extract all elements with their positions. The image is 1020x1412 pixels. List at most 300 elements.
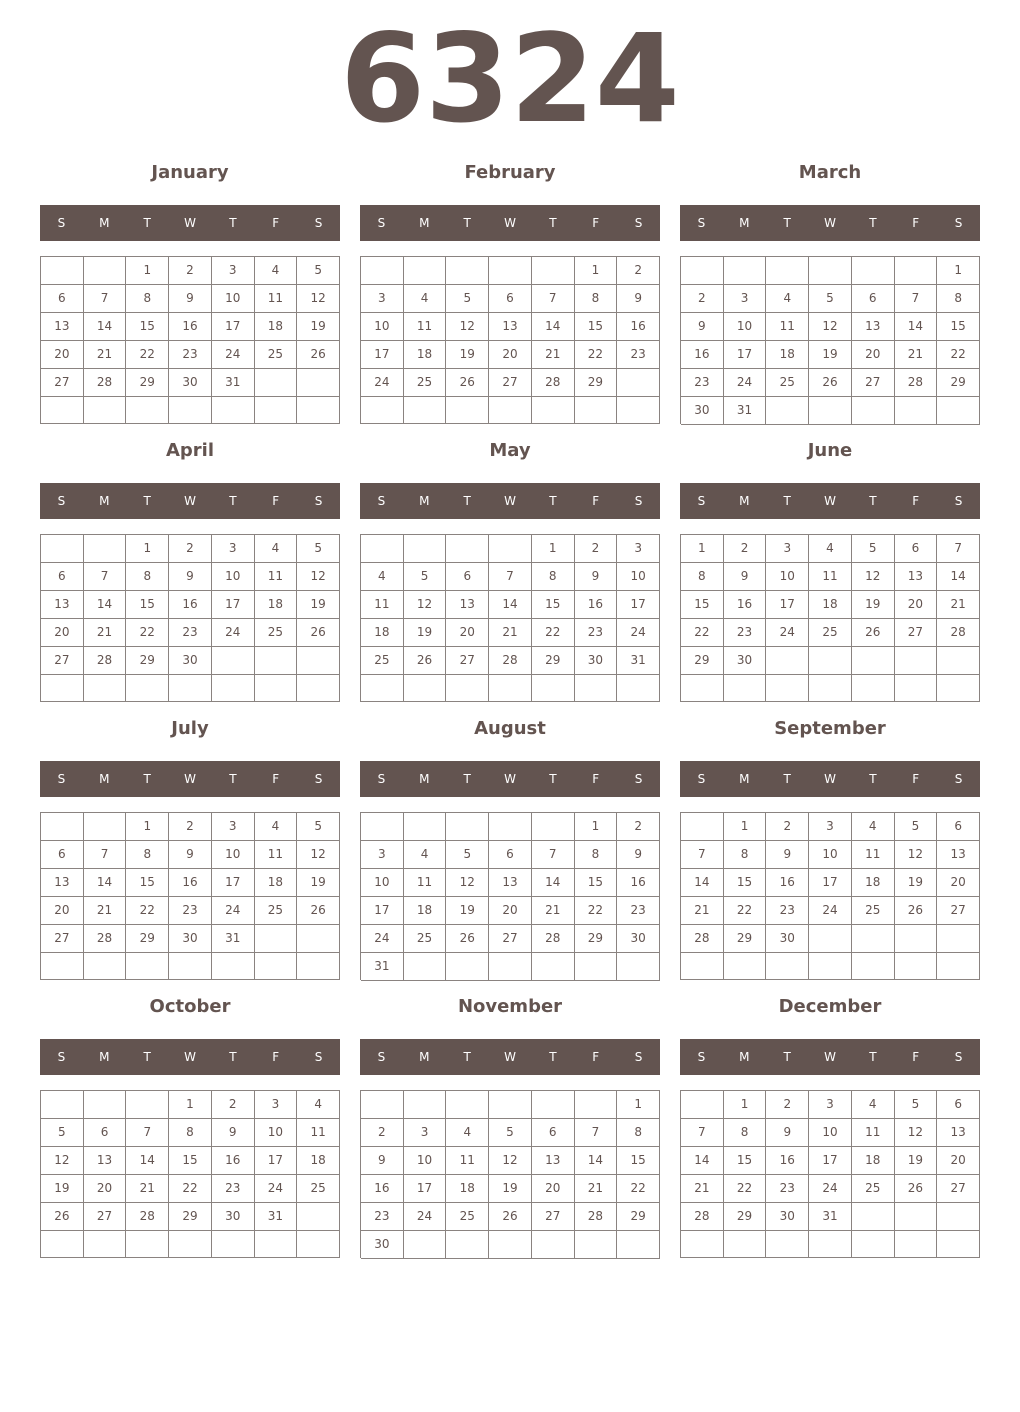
empty-cell [852, 397, 895, 425]
day-grid [680, 812, 980, 980]
day-cell: 27 [489, 925, 532, 953]
weekday-label: F [592, 1050, 600, 1064]
empty-cell [41, 1231, 84, 1258]
empty-cell [297, 397, 340, 424]
day-cell: 9 [617, 285, 660, 313]
day-cell: 8 [724, 841, 767, 869]
empty-cell [446, 1091, 489, 1119]
day-cell: 4 [852, 813, 895, 841]
day-cell: 7 [84, 285, 127, 313]
day-cell: 24 [809, 897, 852, 925]
day-cell: 18 [297, 1147, 340, 1175]
empty-cell [852, 925, 895, 953]
empty-cell [41, 397, 84, 424]
empty-cell [617, 953, 660, 981]
empty-cell [361, 397, 404, 424]
day-cell: 21 [895, 341, 938, 369]
day-cell: 12 [852, 563, 895, 591]
day-cell: 14 [532, 869, 575, 897]
day-cell: 15 [681, 591, 724, 619]
day-cell: 1 [937, 257, 980, 285]
day-cell: 28 [937, 619, 980, 647]
month-name: July [171, 718, 209, 739]
empty-cell [126, 953, 169, 980]
day-cell: 21 [126, 1175, 169, 1203]
day-cell: 3 [212, 535, 255, 563]
day-cell: 27 [937, 1175, 980, 1203]
day-cell: 4 [404, 841, 447, 869]
weekday-label: T [229, 1050, 237, 1064]
day-cell: 19 [852, 591, 895, 619]
day-cell: 5 [809, 285, 852, 313]
empty-cell [937, 397, 980, 425]
day-cell: 22 [169, 1175, 212, 1203]
weekday-label: T [783, 216, 791, 230]
empty-cell [169, 1231, 212, 1258]
day-cell: 18 [766, 341, 809, 369]
day-cell: 4 [404, 285, 447, 313]
day-cell: 29 [724, 1203, 767, 1231]
day-cell: 10 [212, 563, 255, 591]
day-cell: 12 [489, 1147, 532, 1175]
empty-cell [937, 1231, 980, 1258]
day-cell: 11 [255, 841, 298, 869]
month-name: April [165, 440, 215, 461]
day-cell: 24 [212, 619, 255, 647]
day-cell: 26 [297, 341, 340, 369]
day-cell: 26 [809, 369, 852, 397]
empty-cell [575, 1231, 618, 1259]
day-cell: 3 [809, 813, 852, 841]
weekday-label: M [99, 1050, 110, 1064]
month-name: March [798, 162, 862, 183]
empty-cell [404, 397, 447, 424]
empty-cell [404, 1231, 447, 1259]
weekday-label: M [99, 216, 110, 230]
day-cell: 31 [361, 953, 404, 981]
empty-cell [126, 1231, 169, 1258]
day-cell: 4 [852, 1091, 895, 1119]
day-cell: 9 [681, 313, 724, 341]
weekday-label: S [57, 494, 66, 508]
weekday-label: M [419, 494, 430, 508]
empty-cell [575, 397, 618, 424]
day-cell: 5 [489, 1119, 532, 1147]
empty-cell [681, 813, 724, 841]
day-cell: 13 [84, 1147, 127, 1175]
weekday-header [360, 483, 660, 519]
day-cell: 24 [766, 619, 809, 647]
day-cell: 22 [617, 1175, 660, 1203]
empty-cell [724, 1231, 767, 1258]
day-cell: 19 [446, 897, 489, 925]
day-cell: 24 [212, 341, 255, 369]
empty-cell [809, 925, 852, 953]
day-cell: 1 [724, 1091, 767, 1119]
day-cell: 29 [169, 1203, 212, 1231]
empty-cell [446, 1231, 489, 1259]
day-cell: 1 [169, 1091, 212, 1119]
empty-cell [297, 1231, 340, 1258]
day-cell: 15 [724, 1147, 767, 1175]
day-cell: 10 [255, 1119, 298, 1147]
day-cell: 26 [297, 619, 340, 647]
empty-cell [212, 397, 255, 424]
empty-cell [169, 953, 212, 980]
weekday-header [40, 761, 340, 797]
day-cell: 23 [766, 1175, 809, 1203]
day-cell: 16 [766, 1147, 809, 1175]
day-grid [40, 812, 340, 980]
empty-cell [766, 1231, 809, 1258]
day-cell: 8 [126, 563, 169, 591]
day-cell: 15 [575, 869, 618, 897]
weekday-label: T [549, 772, 557, 786]
day-cell: 29 [126, 369, 169, 397]
day-cell: 9 [724, 563, 767, 591]
day-cell: 21 [532, 341, 575, 369]
empty-cell [446, 675, 489, 702]
empty-cell [255, 647, 298, 675]
weekday-label: S [697, 1050, 706, 1064]
day-cell: 30 [766, 1203, 809, 1231]
day-cell: 27 [41, 647, 84, 675]
day-cell: 9 [617, 841, 660, 869]
day-cell: 1 [617, 1091, 660, 1119]
empty-cell [724, 675, 767, 702]
day-cell: 14 [84, 313, 127, 341]
day-cell: 18 [361, 619, 404, 647]
day-cell: 23 [169, 341, 212, 369]
day-cell: 17 [404, 1175, 447, 1203]
weekday-label: S [57, 772, 66, 786]
day-grid [680, 256, 980, 424]
day-cell: 17 [255, 1147, 298, 1175]
day-cell: 14 [126, 1147, 169, 1175]
empty-cell [809, 257, 852, 285]
empty-cell [361, 535, 404, 563]
weekday-label: S [57, 216, 66, 230]
day-cell: 27 [852, 369, 895, 397]
empty-cell [809, 675, 852, 702]
weekday-label: S [314, 216, 323, 230]
day-cell: 25 [255, 341, 298, 369]
weekday-header [40, 205, 340, 241]
weekday-label: W [824, 1050, 836, 1064]
day-cell: 17 [212, 869, 255, 897]
day-cell: 19 [297, 869, 340, 897]
day-cell: 31 [255, 1203, 298, 1231]
empty-cell [84, 953, 127, 980]
empty-cell [617, 1231, 660, 1259]
day-cell: 12 [809, 313, 852, 341]
weekday-header [360, 1039, 660, 1075]
weekday-label: S [954, 494, 963, 508]
day-cell: 13 [895, 563, 938, 591]
day-cell: 18 [809, 591, 852, 619]
day-cell: 5 [895, 813, 938, 841]
weekday-label: T [869, 1050, 877, 1064]
month-name: November [457, 996, 563, 1017]
weekday-header [680, 205, 980, 241]
empty-cell [681, 1091, 724, 1119]
weekday-label: T [549, 1050, 557, 1064]
day-cell: 6 [895, 535, 938, 563]
weekday-label: M [419, 772, 430, 786]
month-name: October [149, 996, 231, 1017]
day-cell: 15 [937, 313, 980, 341]
empty-cell [575, 1091, 618, 1119]
day-cell: 22 [575, 897, 618, 925]
day-cell: 20 [489, 341, 532, 369]
day-cell: 14 [84, 591, 127, 619]
weekday-label: W [824, 772, 836, 786]
weekday-label: S [634, 772, 643, 786]
empty-cell [212, 647, 255, 675]
day-cell: 24 [212, 897, 255, 925]
empty-cell [41, 953, 84, 980]
weekday-label: T [783, 494, 791, 508]
day-cell: 31 [212, 925, 255, 953]
day-cell: 28 [126, 1203, 169, 1231]
empty-cell [532, 1231, 575, 1259]
day-cell: 15 [724, 869, 767, 897]
weekday-label: S [634, 216, 643, 230]
empty-cell [895, 257, 938, 285]
weekday-label: T [143, 1050, 151, 1064]
day-cell: 12 [404, 591, 447, 619]
day-cell: 27 [446, 647, 489, 675]
day-cell: 26 [446, 369, 489, 397]
day-cell: 27 [489, 369, 532, 397]
weekday-label: S [377, 772, 386, 786]
day-cell: 14 [681, 1147, 724, 1175]
day-cell: 7 [681, 1119, 724, 1147]
day-cell: 7 [84, 841, 127, 869]
weekday-label: S [377, 1050, 386, 1064]
weekday-label: W [504, 216, 516, 230]
empty-cell [575, 953, 618, 981]
day-cell: 15 [126, 591, 169, 619]
day-cell: 21 [84, 619, 127, 647]
day-cell: 28 [681, 1203, 724, 1231]
day-grid [40, 1090, 340, 1258]
day-cell: 2 [617, 813, 660, 841]
day-cell: 8 [126, 841, 169, 869]
day-cell: 5 [404, 563, 447, 591]
day-cell: 7 [681, 841, 724, 869]
day-cell: 11 [852, 1119, 895, 1147]
weekday-label: T [783, 1050, 791, 1064]
day-cell: 25 [446, 1203, 489, 1231]
day-cell: 12 [446, 313, 489, 341]
day-cell: 3 [809, 1091, 852, 1119]
day-cell: 30 [169, 647, 212, 675]
day-cell: 19 [895, 869, 938, 897]
day-cell: 24 [617, 619, 660, 647]
weekday-label: M [419, 216, 430, 230]
empty-cell [212, 675, 255, 702]
day-cell: 12 [297, 285, 340, 313]
weekday-label: F [272, 772, 280, 786]
month-name: December [778, 996, 882, 1017]
empty-cell [852, 953, 895, 980]
weekday-label: M [739, 772, 750, 786]
day-cell: 27 [84, 1203, 127, 1231]
empty-cell [895, 953, 938, 980]
weekday-label: T [869, 772, 877, 786]
empty-cell [255, 953, 298, 980]
day-cell: 25 [255, 897, 298, 925]
day-cell: 10 [212, 841, 255, 869]
day-cell: 13 [937, 841, 980, 869]
day-cell: 27 [41, 369, 84, 397]
empty-cell [766, 953, 809, 980]
day-cell: 8 [575, 285, 618, 313]
day-cell: 24 [809, 1175, 852, 1203]
day-cell: 21 [532, 897, 575, 925]
day-cell: 9 [169, 285, 212, 313]
day-cell: 5 [446, 285, 489, 313]
empty-cell [489, 1091, 532, 1119]
empty-cell [169, 397, 212, 424]
day-cell: 19 [404, 619, 447, 647]
day-cell: 11 [766, 313, 809, 341]
day-cell: 28 [681, 925, 724, 953]
empty-cell [361, 1091, 404, 1119]
weekday-label: S [314, 772, 323, 786]
weekday-label: S [697, 494, 706, 508]
day-cell: 3 [617, 535, 660, 563]
day-cell: 11 [809, 563, 852, 591]
day-cell: 3 [404, 1119, 447, 1147]
weekday-label: M [739, 494, 750, 508]
day-cell: 8 [724, 1119, 767, 1147]
weekday-label: F [272, 494, 280, 508]
weekday-label: W [504, 494, 516, 508]
empty-cell [84, 535, 127, 563]
day-cell: 16 [766, 869, 809, 897]
empty-cell [169, 675, 212, 702]
day-cell: 20 [532, 1175, 575, 1203]
day-cell: 27 [895, 619, 938, 647]
day-cell: 11 [404, 313, 447, 341]
empty-cell [255, 675, 298, 702]
day-cell: 9 [169, 841, 212, 869]
day-cell: 17 [361, 897, 404, 925]
month-name: June [807, 440, 853, 461]
day-cell: 23 [681, 369, 724, 397]
day-grid [40, 256, 340, 424]
day-cell: 4 [809, 535, 852, 563]
day-cell: 14 [575, 1147, 618, 1175]
day-cell: 11 [255, 563, 298, 591]
day-cell: 14 [84, 869, 127, 897]
day-cell: 25 [766, 369, 809, 397]
day-cell: 25 [404, 925, 447, 953]
day-cell: 17 [724, 341, 767, 369]
weekday-header [360, 205, 660, 241]
day-cell: 9 [212, 1119, 255, 1147]
empty-cell [41, 1091, 84, 1119]
weekday-header [40, 1039, 340, 1075]
day-cell: 6 [41, 563, 84, 591]
day-cell: 23 [617, 341, 660, 369]
empty-cell [41, 813, 84, 841]
day-cell: 1 [681, 535, 724, 563]
day-cell: 17 [361, 341, 404, 369]
weekday-label: T [143, 216, 151, 230]
day-cell: 19 [809, 341, 852, 369]
day-cell: 18 [255, 869, 298, 897]
weekday-label: F [592, 494, 600, 508]
empty-cell [852, 1203, 895, 1231]
day-cell: 17 [809, 1147, 852, 1175]
empty-cell [255, 925, 298, 953]
day-cell: 14 [532, 313, 575, 341]
day-cell: 26 [297, 897, 340, 925]
day-cell: 20 [937, 1147, 980, 1175]
weekday-label: S [377, 216, 386, 230]
weekday-label: F [912, 216, 920, 230]
day-cell: 19 [41, 1175, 84, 1203]
day-grid [360, 256, 660, 424]
day-cell: 5 [297, 257, 340, 285]
empty-cell [255, 1231, 298, 1258]
empty-cell [937, 953, 980, 980]
day-grid [680, 534, 980, 702]
empty-cell [852, 675, 895, 702]
day-cell: 11 [852, 841, 895, 869]
year-title: 6324 [340, 8, 680, 150]
day-cell: 29 [126, 925, 169, 953]
day-cell: 30 [681, 397, 724, 425]
day-cell: 10 [809, 1119, 852, 1147]
day-cell: 12 [446, 869, 489, 897]
day-cell: 3 [361, 285, 404, 313]
empty-cell [361, 675, 404, 702]
day-cell: 24 [404, 1203, 447, 1231]
weekday-label: W [824, 494, 836, 508]
day-cell: 14 [681, 869, 724, 897]
day-cell: 11 [361, 591, 404, 619]
day-cell: 6 [41, 285, 84, 313]
day-cell: 16 [212, 1147, 255, 1175]
day-cell: 23 [169, 619, 212, 647]
day-cell: 6 [532, 1119, 575, 1147]
empty-cell [361, 257, 404, 285]
empty-cell [297, 647, 340, 675]
weekday-label: W [184, 216, 196, 230]
day-cell: 27 [937, 897, 980, 925]
day-cell: 22 [532, 619, 575, 647]
empty-cell [895, 925, 938, 953]
weekday-label: T [783, 772, 791, 786]
weekday-label: F [592, 772, 600, 786]
empty-cell [297, 369, 340, 397]
day-cell: 11 [255, 285, 298, 313]
day-cell: 2 [169, 535, 212, 563]
weekday-label: T [549, 216, 557, 230]
day-cell: 30 [212, 1203, 255, 1231]
day-cell: 5 [852, 535, 895, 563]
day-cell: 13 [937, 1119, 980, 1147]
empty-cell [446, 535, 489, 563]
empty-cell [255, 369, 298, 397]
empty-cell [532, 813, 575, 841]
empty-cell [41, 535, 84, 563]
day-cell: 19 [489, 1175, 532, 1203]
